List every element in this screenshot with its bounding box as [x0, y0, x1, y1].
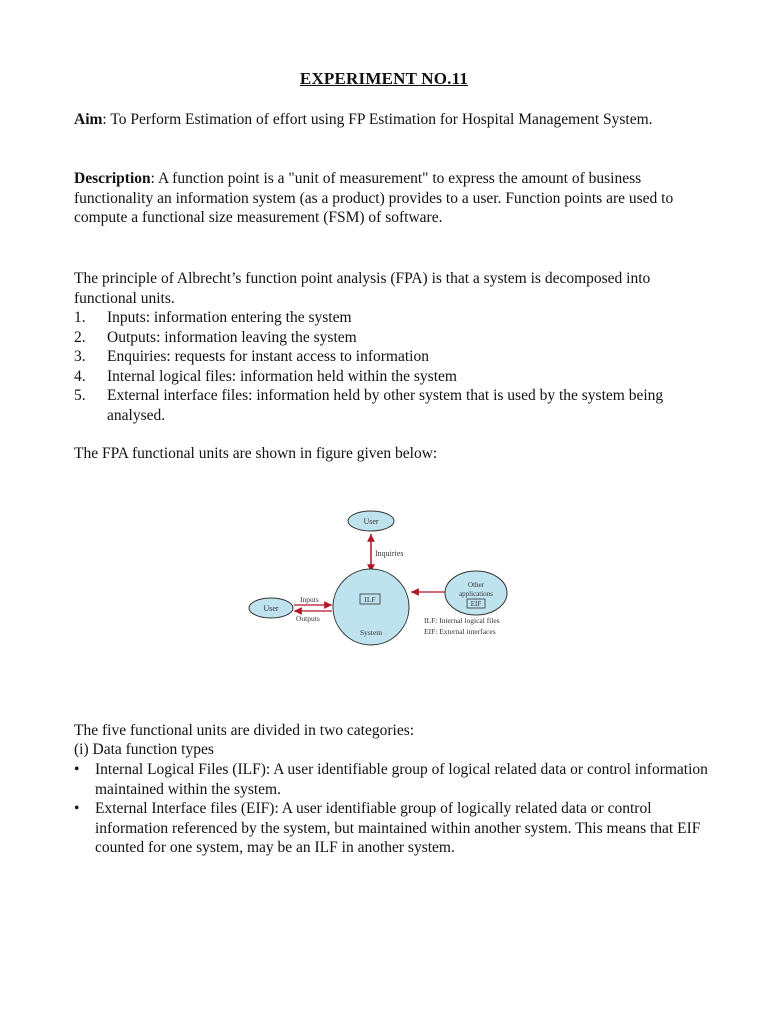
legend-ilf: ILF: Internal logical files	[424, 616, 500, 625]
system-label: System	[359, 628, 383, 637]
aim-label: Aim	[74, 111, 103, 128]
list-item	[74, 799, 714, 858]
user-left-label: User	[263, 604, 279, 613]
figure-intro: The FPA functional units are shown in figure given below:	[74, 445, 438, 462]
list-number: 5.	[74, 387, 86, 404]
description-paragraph	[74, 169, 714, 228]
bullet-mark: •	[74, 800, 80, 817]
list-item	[74, 386, 714, 425]
inputs-label: Inputs	[300, 595, 319, 604]
legend-eif: EIF: External interfaces	[424, 627, 496, 636]
bullet-text: Internal Logical Files (ILF): A user identifiable group of logical related data or control information maintained within the system.	[95, 761, 708, 798]
list-item	[74, 347, 714, 367]
eif-label: EIF	[470, 600, 482, 608]
bullet-text: External Interface files (EIF): A user identifiable group of logically related data or control information referenced by the system, but maintained within another system. This means that EIF counted for one system, may be an ILF in another system.	[95, 800, 701, 856]
list-item	[74, 367, 714, 387]
list-item	[74, 760, 714, 799]
ilf-label: ILF	[364, 595, 376, 604]
inquiries-label: Inquiries	[375, 549, 404, 558]
aim-paragraph	[74, 110, 714, 130]
user-top-label: User	[363, 517, 379, 526]
functional-units-list	[74, 308, 714, 425]
description-label: Description	[74, 170, 151, 187]
outputs-label: Outputs	[296, 614, 320, 623]
list-text: External interface files: information held by other system that is used by the system being analysed.	[107, 387, 664, 424]
list-number: 2.	[74, 328, 86, 346]
category-data-function-types: (i) Data function types	[74, 741, 214, 758]
aim-text: : To Perform Estimation of effort using FP Estimation for Hospital Management System.	[102, 111, 653, 128]
principle-paragraph: The principle of Albrecht’s function point analysis (FPA) is that a system is decomposed into functional units.	[74, 270, 651, 307]
list-item	[74, 328, 714, 348]
description-text: : A function point is a "unit of measurement" to express the amount of business functionality an information system (as a product) provides to a user. Function points are used to compute a functional size measurement (FSM) of software.	[74, 170, 674, 226]
list-text: Internal logical files: information held within the system	[107, 367, 457, 385]
list-text: Outputs: information leaving the system	[107, 328, 357, 346]
bullet-mark: •	[74, 761, 80, 778]
data-function-bullets	[74, 760, 714, 858]
other-label-1: Other	[468, 581, 484, 589]
other-label-2: applications	[459, 590, 493, 598]
list-number: 3.	[74, 348, 86, 365]
categories-intro: The five functional units are divided in two categories:	[74, 722, 415, 739]
list-item	[74, 308, 714, 328]
list-number: 4.	[74, 367, 86, 385]
list-text: Inputs: information entering the system	[107, 309, 352, 326]
page-title: EXPERIMENT NO.11	[299, 69, 469, 88]
fpa-diagram	[240, 500, 540, 650]
list-number: 1.	[74, 309, 86, 326]
list-text: Enquiries: requests for instant access to information	[107, 348, 429, 365]
